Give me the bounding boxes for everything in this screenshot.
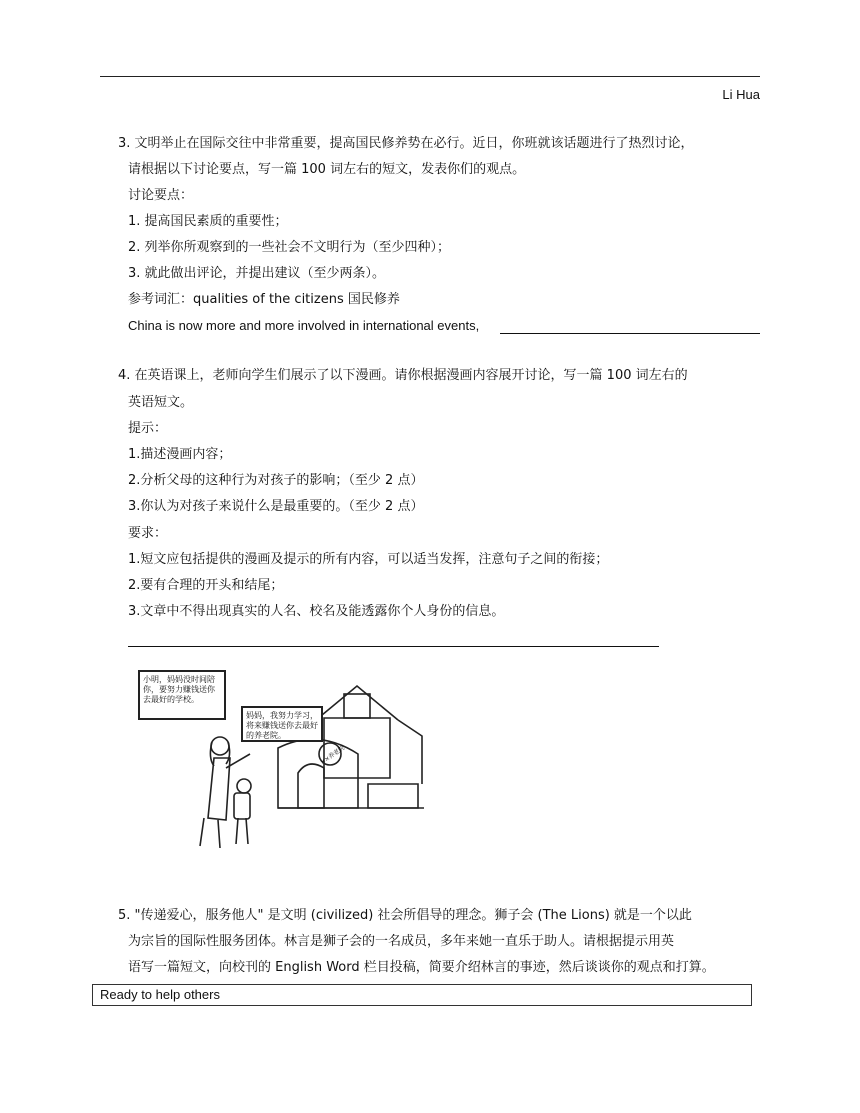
q4-hint-3: 3.你认为对孩子来说什么是最重要的。（至少 2 点） — [128, 499, 424, 514]
q3-points-title: 讨论要点： — [128, 188, 194, 203]
q4-intro-line2: 英语短文。 — [128, 395, 194, 410]
q4-req-title: 要求： — [128, 526, 168, 541]
q5-line1: 5. "传递爱心，服务他人" 是文明 (civilized) 社会所倡导的理念。狮子会 (The Lions) 就是一个以此 — [118, 908, 692, 923]
q3-point-2: 2. 列举你所观察到的一些社会不文明行为（至少四种）； — [128, 240, 451, 255]
q4-intro-line1: 4. 在英语课上，老师向学生们展示了以下漫画。请你根据漫画内容展开讨论，写一篇 100 词左右的 — [118, 368, 688, 383]
q4-req-1: 1.短文应包括提供的漫画及提示的所有内容，可以适当发挥，注意句子之间的衔接； — [128, 552, 609, 567]
q3-intro-line2: 请根据以下讨论要点，写一篇 100 词左右的短文，发表你们的观点。 — [128, 162, 526, 177]
q4-req-3: 3.文章中不得出现真实的人名、校名及能透露你个人身份的信息。 — [128, 604, 505, 619]
q4-hint-1: 1.描述漫画内容； — [128, 447, 232, 462]
q3-intro-line1: 3. 文明举止在国际交往中非常重要，提高国民修养势在必行。近日，你班就该话题进行了热烈讨论， — [118, 136, 694, 151]
q5-line3: 语写一篇短文，向校刊的 English Word 栏目投稿，简要介绍林言的事迹，然后谈谈你的观点和打算。 — [128, 960, 715, 975]
mother-speech-bubble: 小明，妈妈没时间陪你，要努力赚钱送你去最好的学校。 — [138, 670, 226, 720]
q5-line2: 为宗旨的国际性服务团体。林言是狮子会的一名成员，多年来她一直乐于助人。请根据提示用英 — [128, 934, 675, 949]
cartoon — [128, 658, 438, 858]
author-name: Li Hua — [722, 87, 760, 102]
q3-answer-blank[interactable] — [500, 333, 760, 334]
q3-vocab: 参考词汇：qualities of the citizens 国民修养 — [128, 292, 400, 307]
q5-title-text: Ready to help others — [100, 987, 220, 1002]
q3-start-sentence: China is now more and more involved in international events, — [128, 318, 480, 333]
q4-answer-blank[interactable] — [128, 646, 659, 647]
child-speech-bubble: 妈妈，我努力学习，将来赚钱送你去最好的养老院。 — [241, 706, 323, 742]
q3-point-3: 3. 就此做出评论，并提出建议（至少两条）。 — [128, 266, 386, 281]
q4-hint-2: 2.分析父母的这种行为对孩子的影响；（至少 2 点） — [128, 473, 424, 488]
nursing-home-sign: ××养老院 — [319, 744, 347, 767]
q4-req-2: 2.要有合理的开头和结尾； — [128, 578, 284, 593]
header-rule — [100, 76, 760, 77]
q5-title-box[interactable] — [92, 984, 752, 1006]
q4-hints-title: 提示： — [128, 421, 168, 436]
q3-point-1: 1. 提高国民素质的重要性； — [128, 214, 288, 229]
